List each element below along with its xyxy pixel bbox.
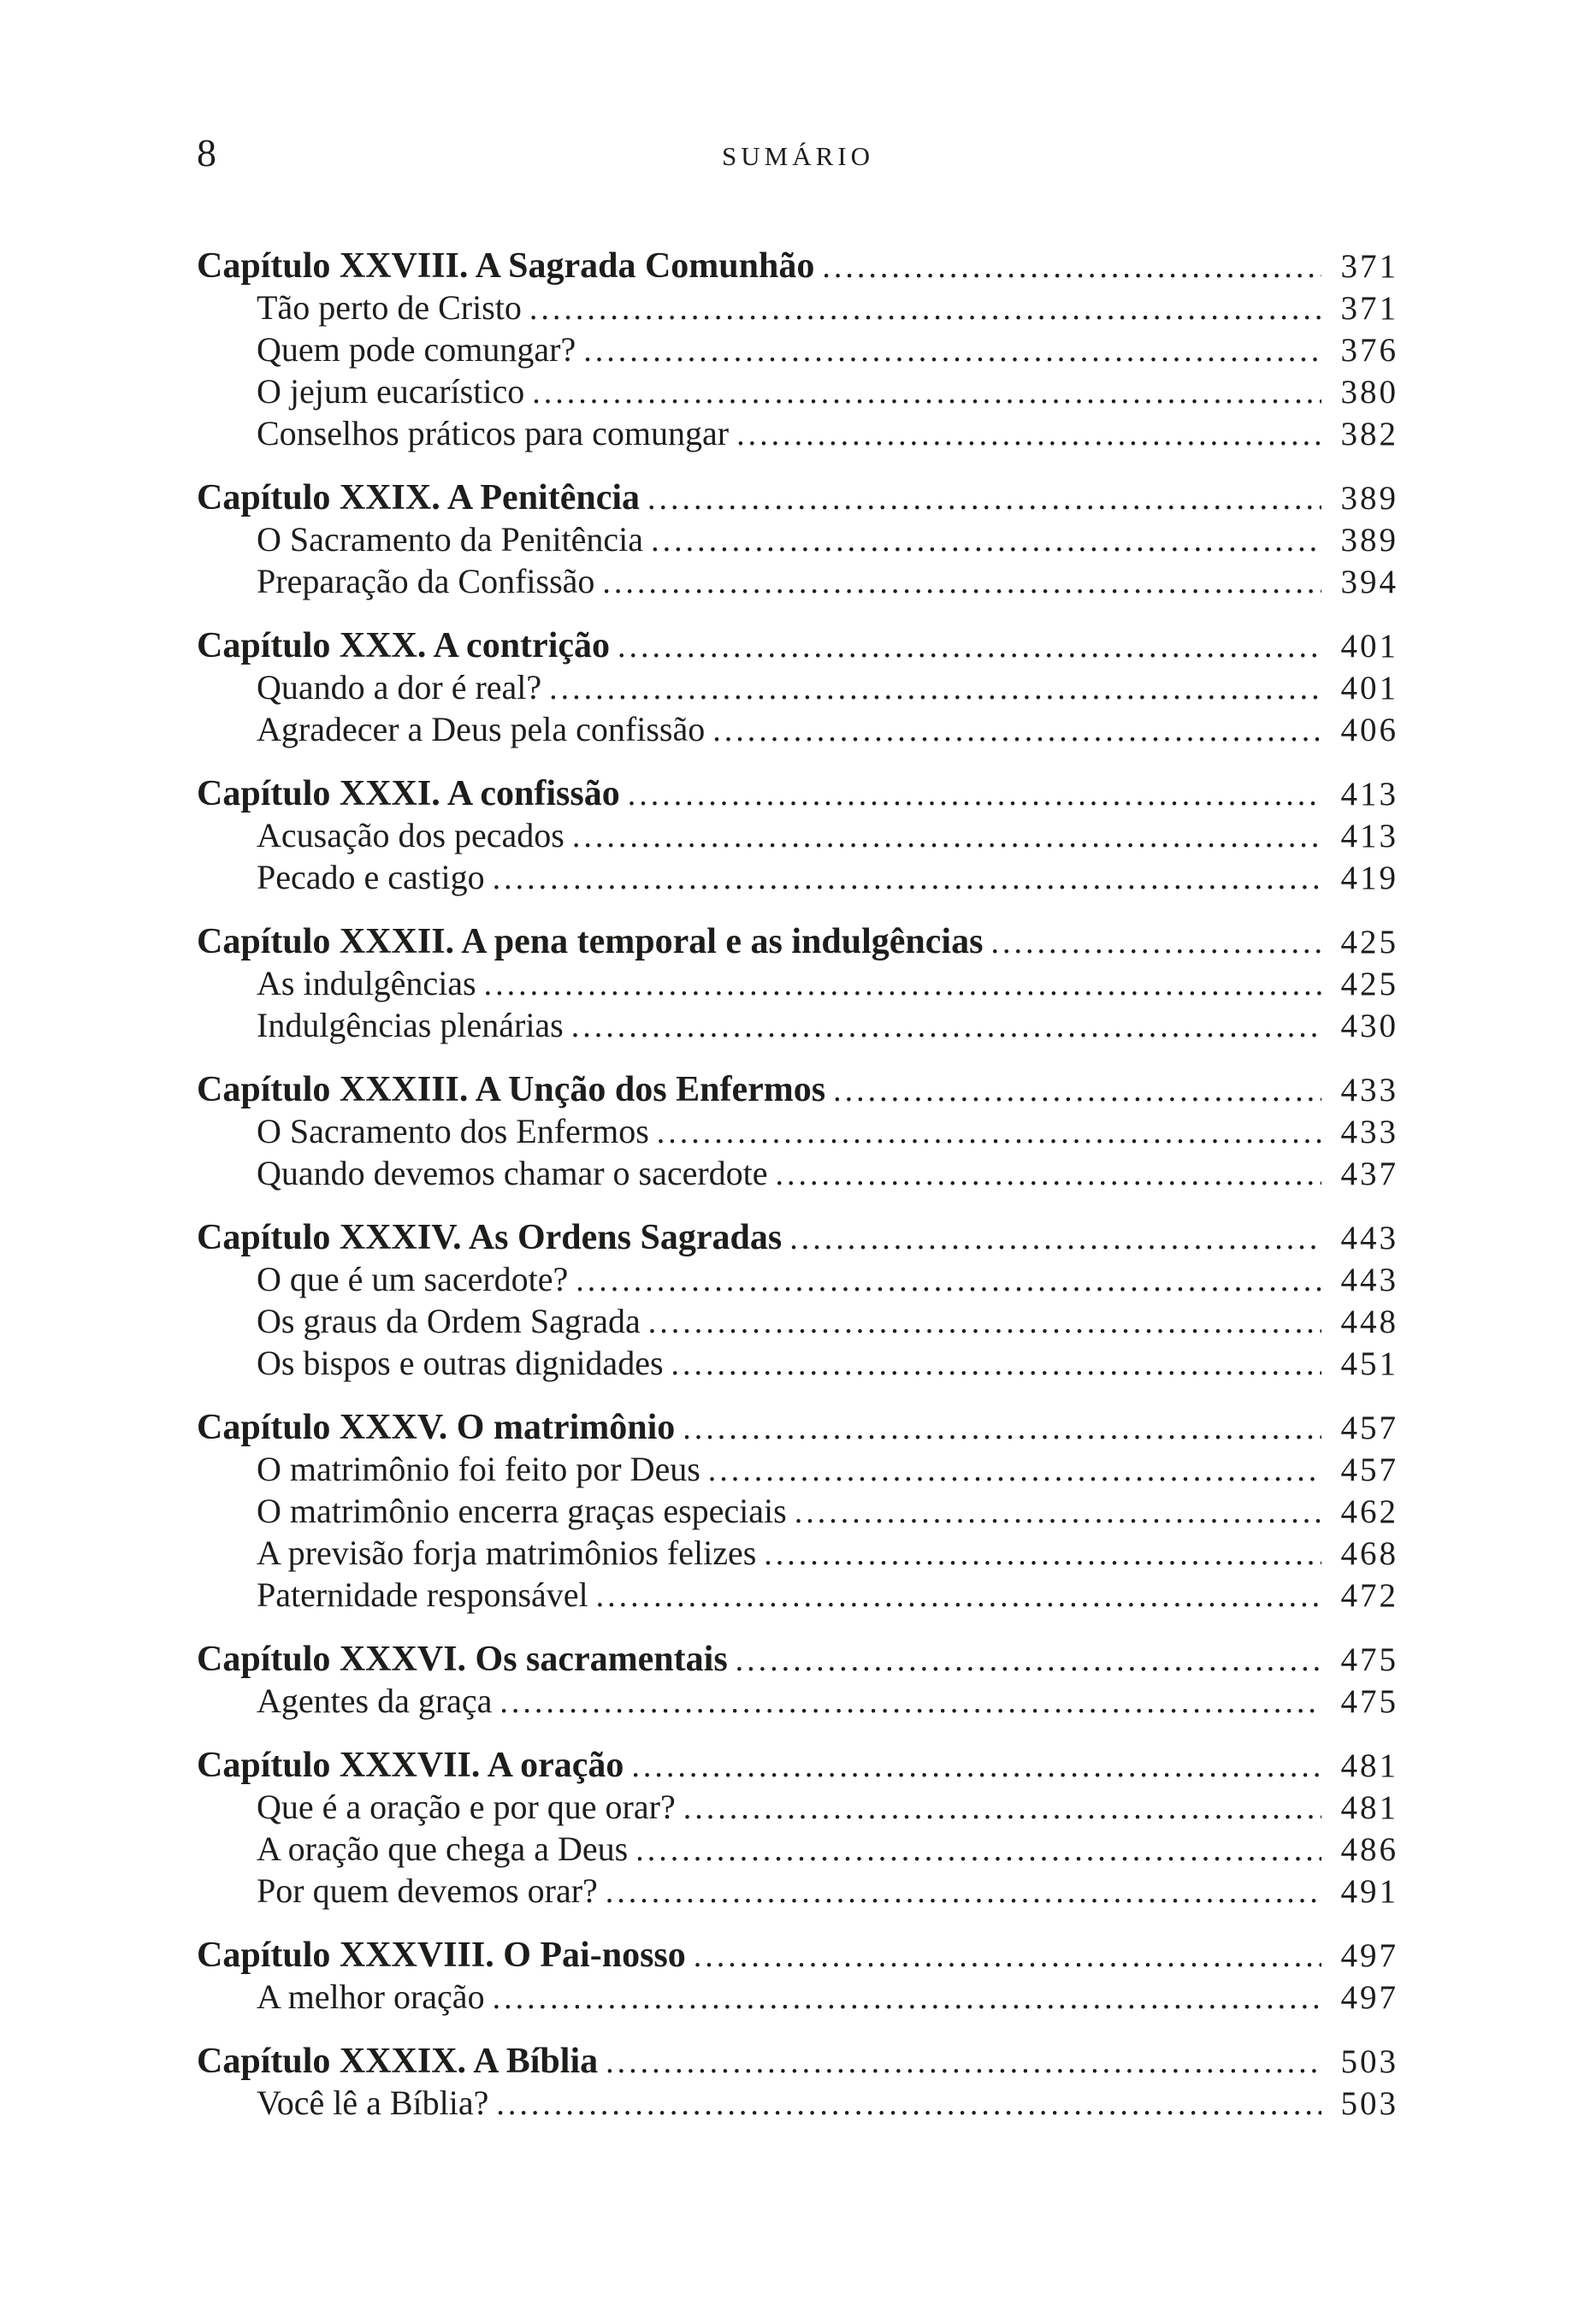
toc-sub-row (197, 815, 1398, 857)
toc-entry-label: Preparação da Confissão (257, 562, 595, 600)
dot-leader (657, 1113, 1321, 1153)
toc-entry-label: O Sacramento da Penitência (257, 520, 644, 559)
toc-entry-label: Agentes da graça (257, 1682, 493, 1720)
dot-leader (606, 1872, 1321, 1912)
toc-page-number: 413 (1340, 776, 1398, 813)
dot-leader (990, 923, 1321, 963)
dot-leader (736, 415, 1321, 455)
toc-page-number: 433 (1340, 1072, 1398, 1108)
dot-leader (651, 521, 1321, 561)
running-head-title: SUMÁRIO (722, 141, 874, 171)
dot-leader (602, 563, 1321, 603)
dot-leader (789, 1219, 1321, 1259)
toc-page-number: 491 (1340, 1873, 1398, 1910)
toc-chapter-row (197, 1640, 1398, 1681)
toc-entry-label: As indulgências (257, 964, 476, 1002)
toc-sub-row (197, 1449, 1398, 1491)
toc-sub-row (197, 519, 1398, 561)
toc-sub-row (197, 1301, 1398, 1343)
dot-leader (583, 331, 1321, 371)
toc-chapter-row (197, 626, 1398, 667)
toc-sub-row (197, 1681, 1398, 1723)
toc-page-number: 462 (1340, 1493, 1398, 1530)
dot-leader (484, 965, 1321, 1005)
toc-sub-row (197, 709, 1398, 751)
dot-leader (694, 1936, 1321, 1977)
toc-entry-label: Capítulo XXIX. A Penitência (197, 478, 641, 517)
toc-page-number: 475 (1340, 1641, 1398, 1678)
dot-leader (549, 669, 1321, 709)
dot-leader (736, 1640, 1321, 1681)
toc-page-number: 394 (1340, 564, 1398, 600)
toc-page-number: 389 (1340, 480, 1398, 517)
toc-page-number: 457 (1340, 1410, 1398, 1446)
toc-chapter-row (197, 478, 1398, 519)
toc-page-number: 371 (1340, 248, 1398, 285)
toc-page-number: 380 (1340, 374, 1398, 411)
toc-page-number: 376 (1340, 332, 1398, 369)
page-header (197, 128, 1398, 173)
toc-entry-label: Capítulo XXX. A contrição (197, 626, 610, 665)
toc-entry-label: Tão perto de Cristo (257, 288, 522, 327)
toc-page-number: 406 (1340, 712, 1398, 748)
toc-page-number: 503 (1340, 2043, 1398, 2080)
dot-leader (648, 1303, 1321, 1343)
toc-sub-row (197, 371, 1398, 413)
toc-page-number: 503 (1340, 2085, 1398, 2122)
dot-leader (493, 859, 1321, 899)
toc-sub-row (197, 1153, 1398, 1195)
toc-entry-label: Capítulo XXXIV. As Ordens Sagradas (197, 1218, 783, 1257)
dot-leader (499, 1682, 1321, 1723)
toc-chapter-row (197, 1408, 1398, 1449)
toc-entry-label: Você lê a Bíblia? (257, 2084, 489, 2122)
toc-sub-row (197, 1787, 1398, 1829)
toc-entry-label: Capítulo XXXVII. A oração (197, 1746, 624, 1785)
folio-page-number: 8 (197, 131, 216, 174)
dot-leader (647, 479, 1321, 519)
toc-page-number: 401 (1340, 628, 1398, 665)
toc-sub-row (197, 1259, 1398, 1301)
dot-leader (618, 627, 1321, 667)
toc-sub-row (197, 2083, 1398, 2125)
toc-entry-label: O que é um sacerdote? (257, 1260, 569, 1298)
toc-page-number: 443 (1340, 1220, 1398, 1256)
toc-page-number: 497 (1340, 1979, 1398, 2016)
toc-entry-label: O matrimônio encerra graças especiais (257, 1492, 787, 1530)
toc-entry-label: A oração que chega a Deus (257, 1829, 629, 1868)
toc-chapter-row (197, 774, 1398, 815)
toc-page-number: 389 (1340, 522, 1398, 559)
toc-entry-label: Paternidade responsável (257, 1575, 588, 1614)
toc-sub-row (197, 1871, 1398, 1912)
toc-entry-label: O Sacramento dos Enfermos (257, 1112, 649, 1150)
toc-sub-row (197, 413, 1398, 455)
toc-entry-label: A melhor oração (257, 1977, 485, 2016)
toc-page-number: 413 (1340, 818, 1398, 854)
toc-sub-row (197, 1005, 1398, 1047)
dot-leader (529, 289, 1321, 329)
toc-page-number: 468 (1340, 1535, 1398, 1572)
toc-page-number: 481 (1340, 1789, 1398, 1826)
dot-leader (576, 1261, 1321, 1301)
toc-entry-label: Indulgências plenárias (257, 1006, 564, 1044)
toc-sub-row (197, 1575, 1398, 1617)
toc-page-number: 430 (1340, 1008, 1398, 1044)
toc-page-number: 433 (1340, 1114, 1398, 1150)
toc-entry-label: Conselhos práticos para comungar (257, 414, 730, 452)
toc-entry-label: Capítulo XXXVIII. O Pai-nosso (197, 1936, 686, 1975)
toc-entry-label: Por quem devemos orar? (257, 1871, 598, 1910)
toc-sub-row (197, 287, 1398, 329)
toc-page-number: 451 (1340, 1345, 1398, 1382)
toc-page-number: 472 (1340, 1577, 1398, 1614)
toc-sub-row (197, 667, 1398, 709)
dot-leader (635, 1830, 1321, 1871)
toc-page-number: 425 (1340, 924, 1398, 961)
toc-sub-row (197, 1491, 1398, 1533)
toc-sub-row (197, 1977, 1398, 2019)
toc-chapter-row (197, 1936, 1398, 1977)
table-of-contents (197, 246, 1398, 2125)
dot-leader (496, 2084, 1321, 2125)
toc-page-number: 401 (1340, 670, 1398, 706)
dot-leader (671, 1345, 1321, 1385)
dot-leader (833, 1071, 1321, 1111)
toc-page-number: 443 (1340, 1262, 1398, 1298)
toc-entry-label: Capítulo XXXI. A confissão (197, 774, 620, 813)
toc-sub-row (197, 857, 1398, 899)
dot-leader (606, 2042, 1321, 2083)
toc-page-number: 382 (1340, 416, 1398, 452)
toc-entry-label: Pecado e castigo (257, 858, 485, 896)
toc-entry-label: Os graus da Ordem Sagrada (257, 1302, 641, 1340)
toc-page-number: 486 (1340, 1831, 1398, 1868)
dot-leader (795, 1493, 1321, 1533)
toc-sub-row (197, 561, 1398, 603)
toc-sub-row (197, 1533, 1398, 1575)
toc-page-number: 371 (1340, 290, 1398, 327)
toc-sub-row (197, 1111, 1398, 1153)
toc-entry-label: O jejum eucarístico (257, 372, 525, 411)
toc-entry-label: A previsão forja matrimônios felizes (257, 1534, 757, 1572)
toc-sub-row (197, 963, 1398, 1005)
toc-chapter-row (197, 2042, 1398, 2083)
dot-leader (764, 1534, 1321, 1575)
toc-entry-label: Quando devemos chamar o sacerdote (257, 1154, 768, 1192)
dot-leader (596, 1576, 1321, 1617)
toc-page-number: 425 (1340, 966, 1398, 1002)
dot-leader (628, 775, 1321, 815)
dot-leader (493, 1978, 1321, 2019)
toc-chapter-row (197, 1070, 1398, 1111)
dot-leader (683, 1788, 1321, 1829)
toc-chapter-row (197, 1746, 1398, 1787)
toc-sub-row (197, 329, 1398, 371)
toc-sub-row (197, 1829, 1398, 1871)
toc-page-number: 419 (1340, 860, 1398, 896)
toc-chapter-row (197, 246, 1398, 287)
dot-leader (776, 1155, 1321, 1195)
toc-entry-label: Capítulo XXXV. O matrimônio (197, 1408, 676, 1447)
toc-page-number: 497 (1340, 1937, 1398, 1974)
toc-entry-label: Capítulo XXXIII. A Unção dos Enfermos (197, 1070, 826, 1109)
toc-page-number: 481 (1340, 1747, 1398, 1784)
dot-leader (683, 1409, 1321, 1449)
toc-sub-row (197, 1343, 1398, 1385)
dot-leader (631, 1747, 1321, 1787)
toc-entry-label: Os bispos e outras dignidades (257, 1344, 664, 1382)
toc-entry-label: Capítulo XXXVI. Os sacramentais (197, 1640, 728, 1679)
toc-entry-label: Quando a dor é real? (257, 668, 542, 706)
dot-leader (708, 1451, 1321, 1491)
toc-entry-label: Acusação dos pecados (257, 816, 565, 854)
toc-page-number: 437 (1340, 1156, 1398, 1192)
toc-entry-label: O matrimônio foi feito por Deus (257, 1450, 700, 1488)
toc-entry-label: Capítulo XXXII. A pena temporal e as indulgências (197, 922, 984, 961)
toc-entry-label: Agradecer a Deus pela confissão (257, 710, 706, 748)
toc-entry-label: Que é a oração e por que orar? (257, 1788, 676, 1826)
dot-leader (572, 817, 1321, 857)
toc-page-number: 448 (1340, 1303, 1398, 1340)
toc-entry-label: Capítulo XXVIII. A Sagrada Comunhão (197, 246, 815, 286)
dot-leader (571, 1007, 1321, 1047)
dot-leader (532, 373, 1321, 413)
toc-page-number: 475 (1340, 1683, 1398, 1720)
toc-page-number: 457 (1340, 1451, 1398, 1488)
toc-entry-label: Capítulo XXXIX. A Bíblia (197, 2042, 599, 2081)
dot-leader (822, 247, 1321, 287)
toc-entry-label: Quem pode comungar? (257, 330, 576, 369)
toc-chapter-row (197, 1218, 1398, 1259)
toc-chapter-row (197, 922, 1398, 963)
dot-leader (712, 711, 1321, 751)
